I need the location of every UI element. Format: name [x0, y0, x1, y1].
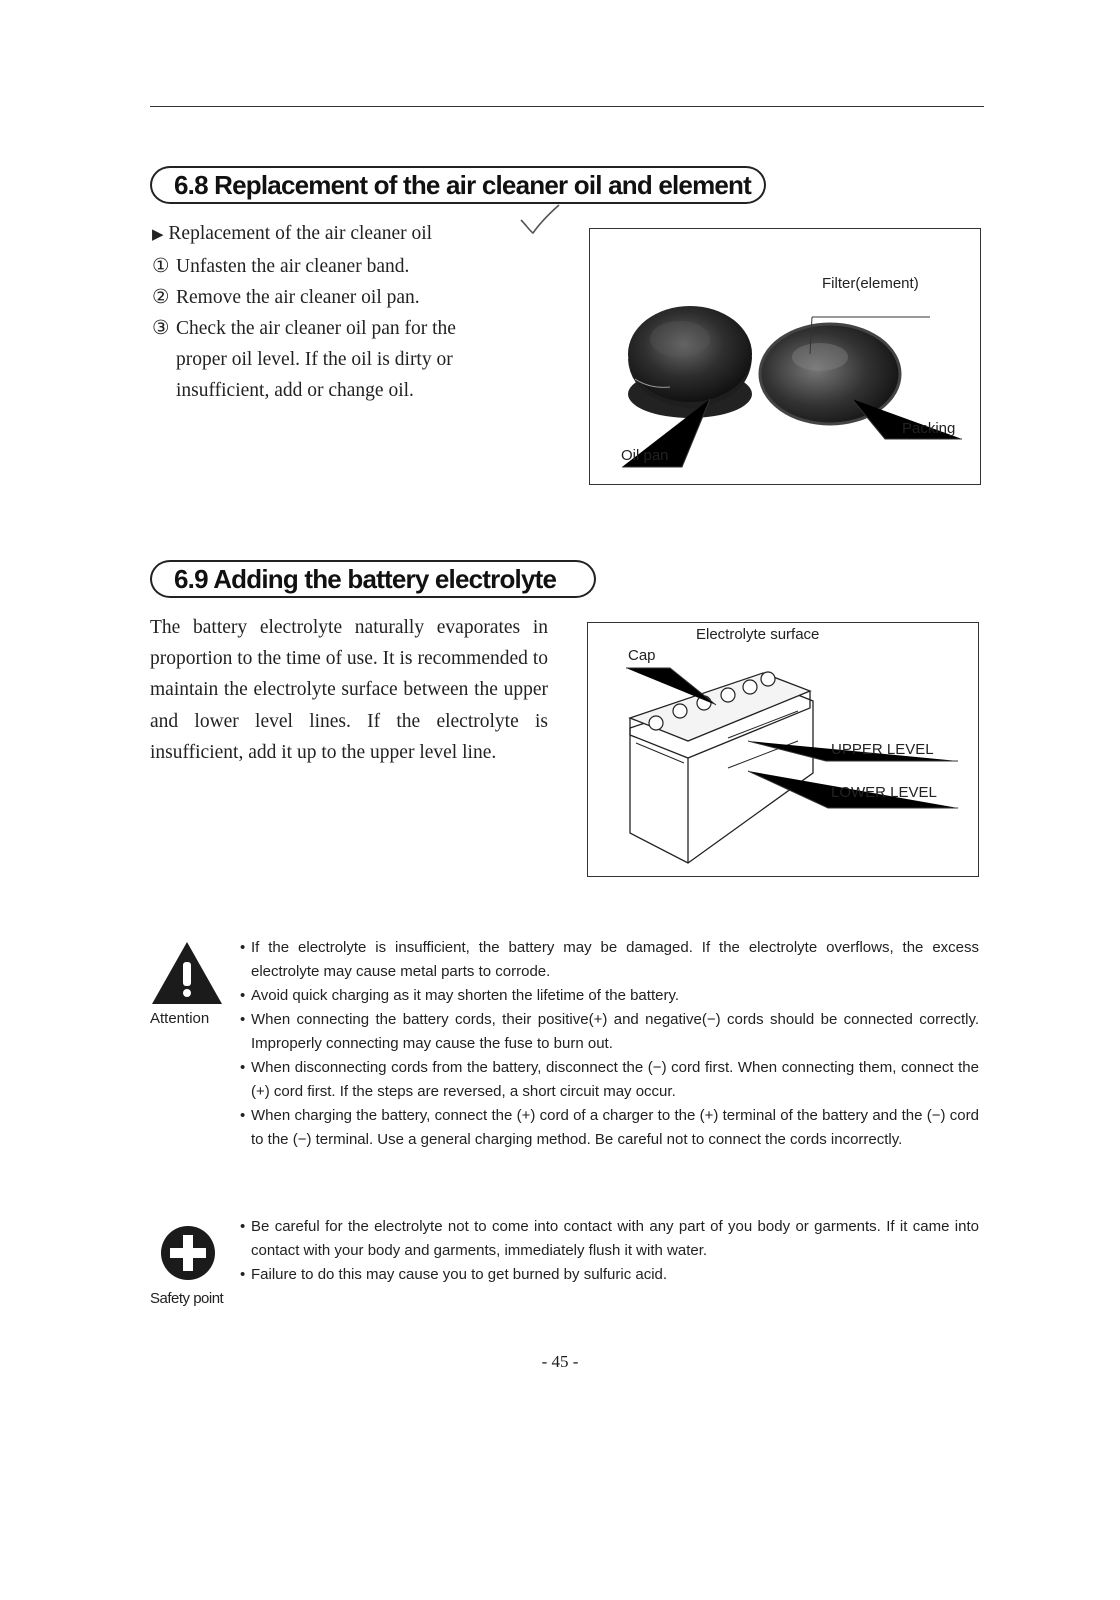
filter-label: Filter(element) [822, 275, 919, 292]
bullet-icon: • [240, 1218, 246, 1235]
upper-level-label: UPPER LEVEL [831, 741, 934, 758]
arrow-icon: ▶ [152, 227, 164, 243]
safety-bullet [240, 1263, 979, 1287]
step-text: Check the air cleaner oil pan for the [176, 318, 456, 339]
step-number: ① [152, 256, 170, 277]
subheading-line [152, 218, 552, 251]
cap-label: Cap [628, 647, 656, 664]
bullet-icon: • [240, 987, 246, 1004]
bullet-text: Avoid quick charging as it may shorten the lifetime of the battery. [251, 987, 679, 1004]
battery-figure [587, 622, 979, 877]
bullet-icon: • [240, 1266, 246, 1283]
attention-bullet [240, 1056, 979, 1104]
attention-bullet [240, 1104, 979, 1152]
bullet-text: When connecting the battery cords, their positive(+) and negative(−) cords should be connected correctly. Improperly connecting may cause the fuse to burn out. [251, 1011, 979, 1052]
step-3 [152, 313, 552, 344]
step-number: ② [152, 287, 170, 308]
safety-point-label: Safety point [150, 1290, 224, 1307]
air-cleaner-figure [589, 228, 981, 485]
bullet-icon: • [240, 939, 246, 956]
lower-level-label: LOWER LEVEL [831, 784, 937, 801]
step-3-continued: proper oil level. If the oil is dirty or [176, 349, 453, 370]
step-text: Unfasten the air cleaner band. [176, 256, 410, 277]
step-text: Remove the air cleaner oil pan. [176, 287, 420, 308]
safety-bullet [240, 1215, 979, 1263]
bullet-text: When disconnecting cords from the battery, disconnect the (−) cord first. When connecting them, connect the (+) cord first. If the steps are reversed, a short circuit may occur. [251, 1059, 979, 1100]
safety-cross-icon [160, 1225, 216, 1286]
section-6-9-body: The battery electrolyte naturally evaporates in proportion to the time of use. It is recommended to maintain the electrolyte surface between the upper and lower level lines. If the electrolyte is insufficient, add it up to the upper level line. [150, 617, 548, 763]
electrolyte-surface-label: Electrolyte surface [696, 626, 820, 643]
page-number: - 45 - [541, 1352, 579, 1371]
packing-label: Packing [902, 420, 956, 437]
bullet-text: Be careful for the electrolyte not to come into contact with any part of you body or garments. If it came into contact with your body and garments, immediately flush it with water. [251, 1218, 979, 1259]
header-rule [150, 106, 984, 107]
warning-icon [150, 940, 224, 1011]
subheading-text: Replacement of the air cleaner oil [168, 223, 433, 244]
attention-label: Attention [150, 1010, 210, 1027]
attention-bullet [240, 936, 979, 984]
attention-bullet [240, 1008, 979, 1056]
attention-bullet [240, 984, 979, 1008]
section-6-8-heading: 6.8 Replacement of the air cleaner oil and element [150, 166, 766, 204]
attention-notes [240, 936, 979, 1152]
step-number: ③ [152, 318, 170, 339]
bullet-text: Failure to do this may cause you to get burned by sulfuric acid. [251, 1266, 668, 1283]
step-3-continued: insufficient, add or change oil. [176, 380, 414, 401]
section-6-8-steps [152, 218, 552, 406]
oil-pan-label: Oil pan [621, 447, 669, 464]
bullet-icon: • [240, 1107, 246, 1124]
bullet-text: When charging the battery, connect the (+) cord of a charger to the (+) terminal of the battery and the (−) cord to the (−) terminal. Use a general charging method. Be careful not to connect the cords incorrectly. [251, 1107, 979, 1148]
safety-notes [240, 1215, 979, 1287]
bullet-text: If the electrolyte is insufficient, the battery may be damaged. If the electrolyte overflows, the excess electrolyte may cause metal parts to corrode. [251, 939, 979, 980]
bullet-icon: • [240, 1011, 246, 1028]
bullet-icon: • [240, 1059, 246, 1076]
step-1 [152, 251, 552, 282]
section-6-9-heading: 6.9 Adding the battery electrolyte [150, 560, 596, 598]
step-2 [152, 282, 552, 313]
